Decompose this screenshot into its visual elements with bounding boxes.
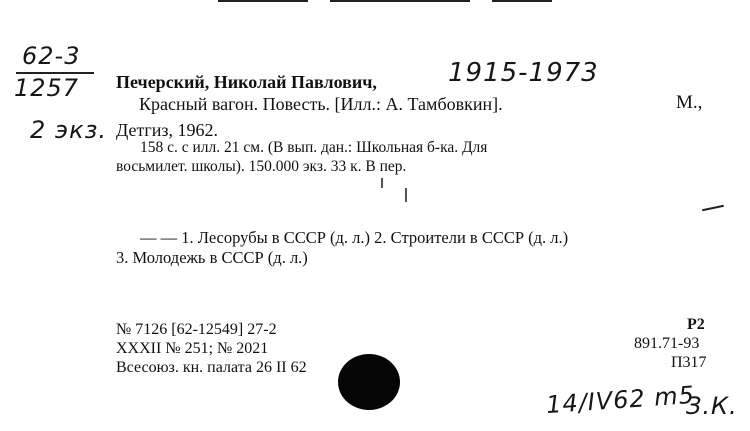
shelf-mark-top: 62-3 bbox=[22, 42, 81, 70]
cutter-number: П317 bbox=[671, 354, 707, 371]
publication-place: М., bbox=[676, 92, 703, 113]
top-edge-mark bbox=[492, 0, 552, 2]
title-line: Красный вагон. Повесть. [Илл.: А. Тамбовкин]. bbox=[139, 94, 503, 114]
top-edge-mark bbox=[330, 0, 470, 2]
classification-index: Р2 bbox=[687, 316, 705, 333]
author-years-handwritten: 1915-1973 bbox=[448, 58, 599, 88]
accession-note-handwritten: 14/IV62 m5 bbox=[545, 380, 696, 420]
card-number: № 7126 [62-12549] 27-2 bbox=[116, 321, 277, 338]
registry-number: XXXII № 251; № 2021 bbox=[116, 340, 269, 357]
udc-index: 891.71-93 bbox=[634, 335, 700, 352]
card-mark bbox=[702, 205, 724, 212]
punch-hole bbox=[338, 354, 400, 410]
subject-headings-line2: 3. Молодежь в СССР (д. л.) bbox=[116, 248, 308, 267]
publisher-line: Детгиз, 1962. bbox=[116, 120, 218, 140]
physical-description: 158 с. с илл. 21 см. (В вып. дан.: Школьная б-ка. Для bbox=[140, 139, 488, 156]
series-note: восьмилет. школы). 150.000 экз. 33 к. В пер. bbox=[116, 158, 407, 175]
card-mark bbox=[405, 188, 407, 202]
author-heading: Печерский, Николай Павлович, bbox=[116, 72, 377, 92]
chamber-stamp: Всесоюз. кн. палата 26 II 62 bbox=[116, 359, 307, 376]
subject-headings-line1: — — 1. Лесорубы в СССР (д. л.) 2. Строители в СССР (д. л.) bbox=[140, 228, 569, 247]
card-mark bbox=[381, 178, 383, 188]
copies-note: 2 экз. bbox=[30, 116, 107, 144]
top-edge-mark bbox=[218, 0, 308, 2]
shelf-mark-bottom: 1257 bbox=[14, 74, 80, 102]
cataloger-initials: З.К. bbox=[686, 392, 738, 420]
